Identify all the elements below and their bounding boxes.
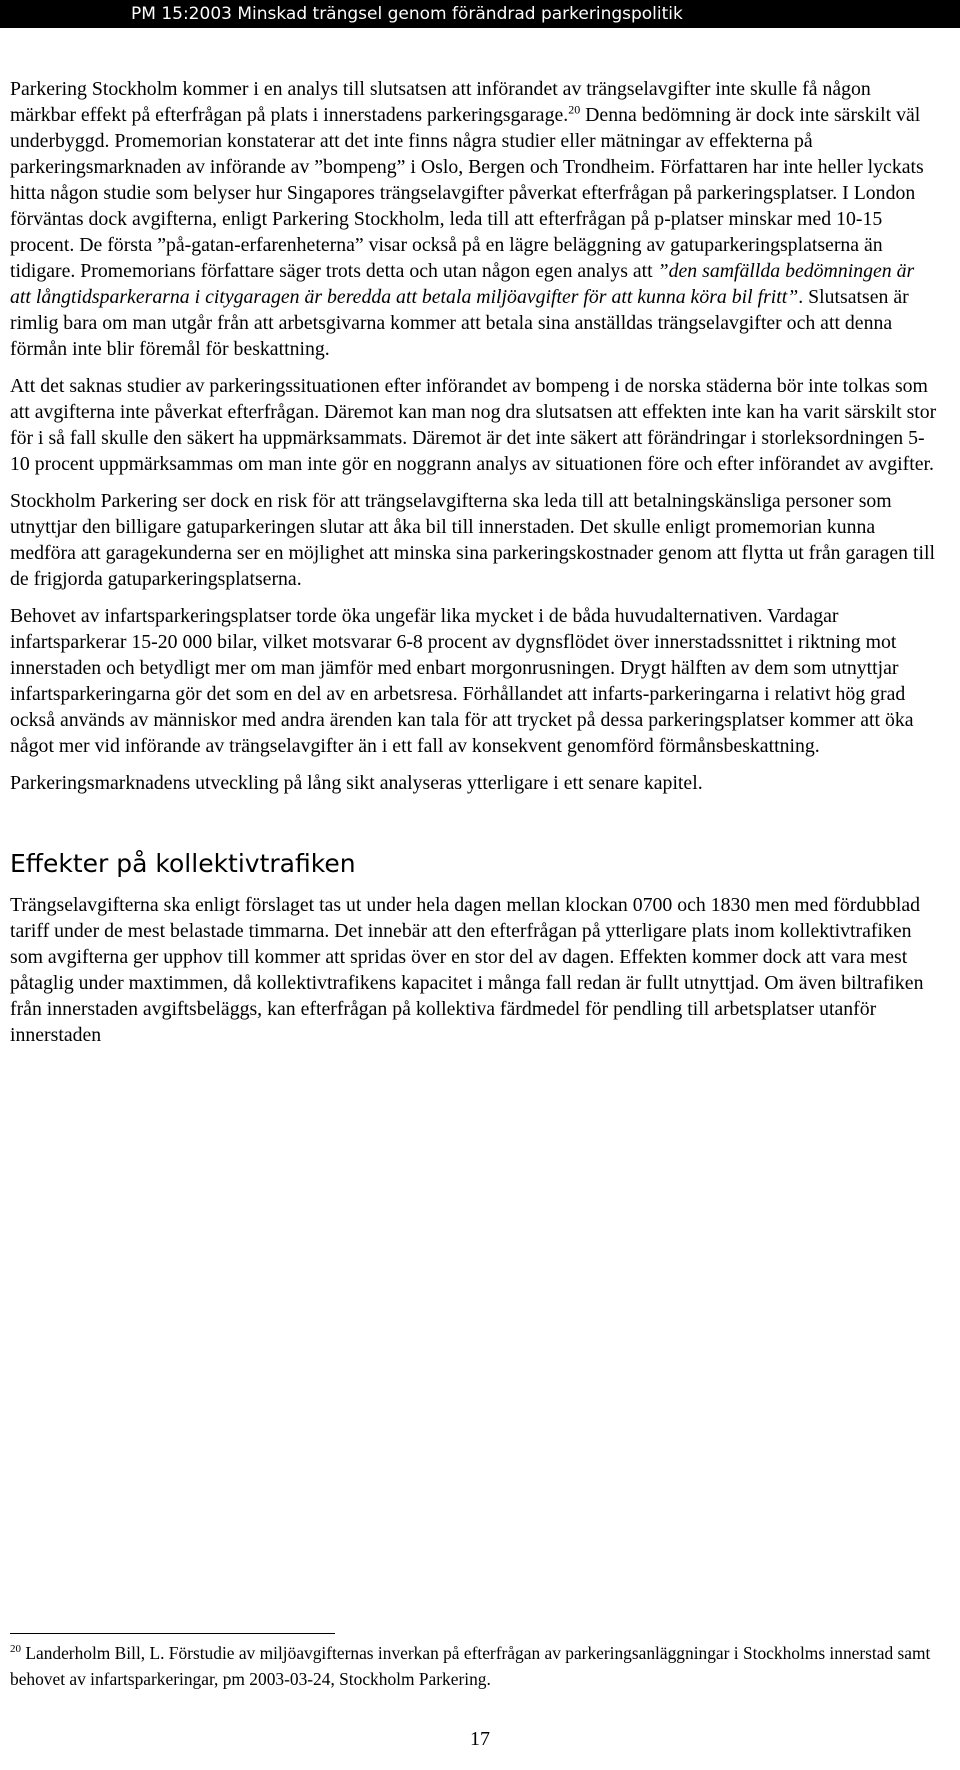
paragraph-parking-analysis bbox=[10, 76, 940, 362]
paragraph-street-parking-risk: Stockholm Parkering ser dock en risk för att trängselavgifterna ska leda till att betalningskänsliga personer som utnyttjar den billigare gatuparkeringen slutar att åka bil till innerstaden. Det skulle enligt promemorian kunna medföra att garagekunderna ser en möjlighet att minska sina parkeringskostnader genom att flytta ut från garagen till de frigjorda gatuparkeringsplatserna. bbox=[10, 490, 936, 590]
footnote-divider bbox=[10, 1633, 335, 1634]
paragraph-norway-studies: Att det saknas studier av parkeringssituationen efter införandet av bompeng i de norska städerna bör inte tolkas som att avgifterna inte påverkat efterfrågan. Däremot kan man nog dra slutsatsen att effekten inte kan ha varit särskilt stor för i så fall skulle den säkert ha uppmärksammats. Däremot är det inte säkert att förändringar i storleksordningen 5-10 procent uppmärksammas om man inte gör en noggrann analys av situationen före och efter införandet av avgifter. bbox=[10, 375, 937, 475]
section-heading: Effekter på kollektivtrafiken bbox=[10, 849, 356, 878]
quoted-statement: ”den samfällda bedömningen är att långtidsparkerarna i citygaragen är beredda att betala miljöavgifter för att kunna köra bil fritt” bbox=[10, 260, 915, 308]
page-number: 17 bbox=[470, 1728, 490, 1750]
paragraph-park-and-ride: Behovet av infartsparkeringsplatser torde öka ungefär lika mycket i de båda huvudalternativen. Vardagar infartsparkerar 15-20 000 bilar, vilket motsvarar 6-8 procent av dygnsflödet över innerstadssnittet i riktning mot innerstaden och betydligt mer om man jämför med enbart morgonrusningen. Drygt hälften av dem som utnyttjar infartsparkeringarna gör det som en del av en arbetsresa. Förhållandet att infarts-parkeringarna i relativt hög grad också används av människor med andra ärenden kan tala för att trycket på dessa parkeringsplatser kommer att öka något mer vid införande av trängselavgifter än i ett fall av konsekvent genomförd förmånsbeskattning. bbox=[10, 605, 914, 757]
paragraph-text: . Slutsatsen är rimlig bara om man utgår från att arbetsgivarna kommer att betala sina anställdas trängselavgifter och att denna förmån inte blir föremål för beskattning. bbox=[10, 286, 909, 360]
footnote-number: 20 bbox=[10, 1643, 21, 1656]
paragraph-text: Parkering Stockholm kommer i en analys till slutsatsen att införandet av trängselavgifter inte skulle få någon märkbar effekt på efterfrågan på plats i innerstadens parkeringsgarage. bbox=[10, 78, 871, 126]
paragraph-long-term: Parkeringsmarknadens utveckling på lång sikt analyseras ytterligare i ett senare kapitel. bbox=[10, 772, 703, 794]
running-header bbox=[0, 0, 960, 28]
header-title: PM 15:2003 Minskad trängsel genom förändrad parkeringspolitik bbox=[131, 4, 683, 24]
footnote-reference[interactable]: 20 bbox=[568, 102, 581, 117]
body-text bbox=[10, 76, 940, 1059]
paragraph-public-transport: Trängselavgifterna ska enligt förslaget tas ut under hela dagen mellan klockan 0700 och 1830 men med fördubblad tariff under de mest belastade timmarna. Det innebär att den efterfrågan på ytterligare plats inom kollektivtrafiken som avgifterna ger upphov till kommer att spridas över en stor del av dagen. Effekten kommer dock att vara mest påtaglig under maxtimmen, då kollektivtrafikens kapacitet i många fall redan är fullt utnyttjad. Om även biltrafiken från innerstaden avgiftsbeläggs, kan efterfrågan på kollektiva färdmedel för pendling till arbetsplatser utanför innerstaden bbox=[10, 894, 924, 1046]
footnote-text: Landerholm Bill, L. Förstudie av miljöavgifternas inverkan på efterfrågan av parkeringsanläggningar i Stockholms innerstad samt behovet av infartsparkeringar, pm 2003-03-24, Stockholm Parkering. bbox=[10, 1643, 931, 1689]
footnote bbox=[10, 1640, 940, 1692]
paragraph-text: Denna bedömning är dock inte särskilt väl underbyggd. Promemorian konstaterar att det inte finns några studier eller mätningar av effekterna på parkeringsmarknaden av införande av ”bompeng” i Oslo, Bergen och Trondheim. Författaren har inte heller lyckats hitta någon studie som belyser hur Singapores trängselavgifter påverkat efterfrågan på parkeringsplatser. I London förväntas dock avgifterna, enligt Parkering Stockholm, leda till att efterfrågan på p-platser minskar med 10-15 procent. De första ”på-gatan-erfarenheterna” visar också på en lägre beläggning av gatuparkeringsplatserna än tidigare. Promemorians författare säger trots detta och utan någon egen analys att bbox=[10, 104, 924, 282]
